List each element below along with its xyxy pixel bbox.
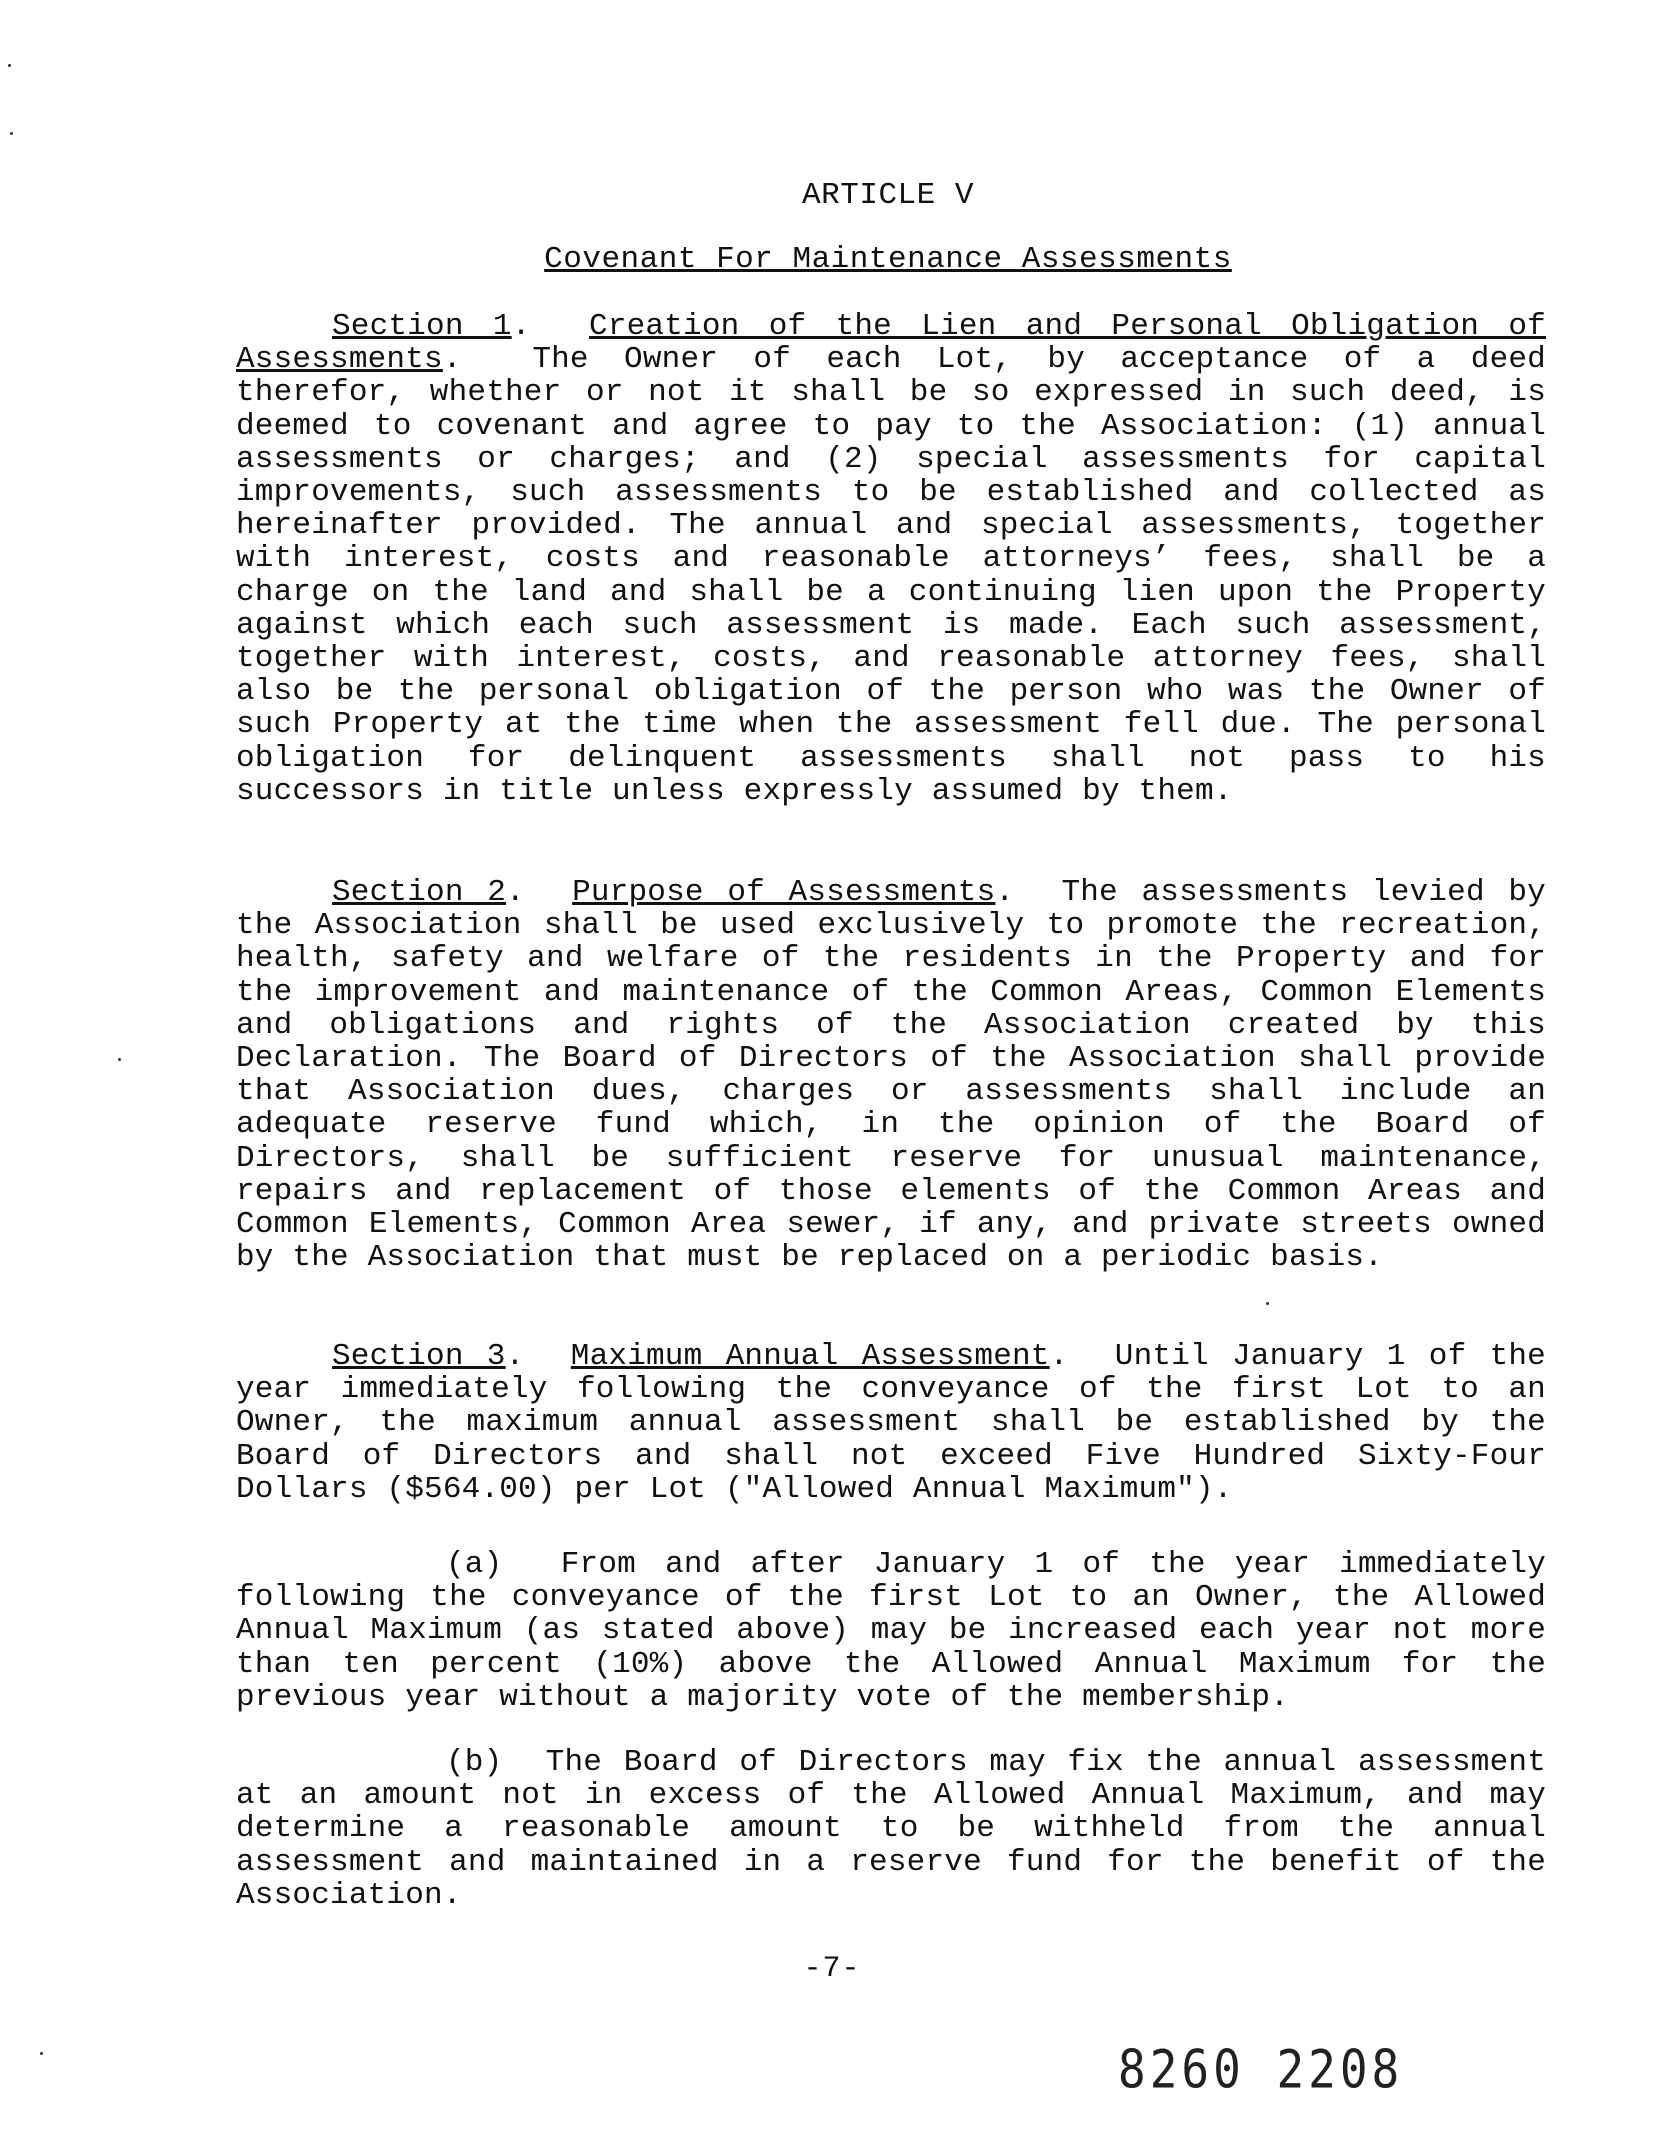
section-2-heading: Purpose of Assessments	[572, 875, 996, 910]
sub-b-body: The Board of Directors may fix the annual assessment at an amount not in excess of the Allowed Annual Maximum, and may determine a reasonable amount to be withheld from the annual assessment and maintained in a reserve fund for the benefit of the Association.	[236, 1745, 1546, 1913]
section-3-paragraph: Section 3. Maximum Annual Assessment. Until January 1 of the year immediately following the conveyance of the first Lot to an Owner, the maximum annual assessment shall be established by the Board of Directors and shall not exceed Five Hundred Sixty-Four Dollars ($564.00) per Lot ("Allowed Annual Maximum").	[236, 1339, 1546, 1507]
section-2-label: Section 2	[332, 875, 507, 910]
section-1-heading: Creation of the Lien and Personal Obligation of Assessments	[236, 309, 1546, 378]
scan-speck	[10, 132, 13, 135]
section-1-body: The Owner of each Lot, by acceptance of a deed therefor, whether or not it shall be so expressed in such deed, is deemed to covenant and agree to pay to the Association: (1) annual assessments or charges; and (2) special assessments for capital improvements, such assessments to be established and collected as hereinafter provided. The annual and special assessments, together with interest, costs and reasonable attorneys’ fees, shall be a charge on the land and shall be a continuing lien upon the Property against which each such assessment is made. Each such assessment, together with interest, costs, and reasonable attorney fees, shall also be the personal obligation of the person who was the Owner of such Property at the time when the assessment fell due. The personal obligation for delinquent assessments shall not pass to his successors in title unless expressly assumed by them.	[236, 342, 1546, 809]
section-2-paragraph: Section 2. Purpose of Assessments. The assessments levied by the Association shall be used exclusively to promote the recreation, health, safety and welfare of the residents in the Property and for the improvement and maintenance of the Common Areas, Common Elements and obligations and rights of the Association created by this Declaration. The Board of Directors of the Association shall provide that Association dues, charges or assessments shall include an adequate reserve fund which, in the opinion of the Board of Directors, shall be sufficient reserve for unusual maintenance, repairs and replacement of those elements of the Common Areas and Common Elements, Common Area sewer, if any, and private streets owned by the Association that must be replaced on a periodic basis.	[236, 875, 1546, 1276]
section-1-label: Section 1	[332, 309, 512, 344]
page-number: -7-	[803, 1952, 861, 1986]
section-3-heading: Maximum Annual Assessment	[570, 1339, 1050, 1374]
recording-stamp: 8260 2208	[1118, 2038, 1404, 2101]
section-1-paragraph: Section 1. Creation of the Lien and Personal Obligation of Assessments. The Owner of each Lot, by acceptance of a deed therefor, whether or not it shall be so expressed in such deed, is deemed to covenant and agree to pay to the Association: (1) annual assessments or charges; and (2) special assessments for capital improvements, such assessments to be established and collected as hereinafter provided. The annual and special assessments, together with interest, costs and reasonable attorneys’ fees, shall be a charge on the land and shall be a continuing lien upon the Property against which each such assessment is made. Each such assessment, together with interest, costs, and reasonable attorney fees, shall also be the personal obligation of the person who was the Owner of such Property at the time when the assessment fell due. The personal obligation for delinquent assessments shall not pass to his successors in title unless expressly assumed by them.	[236, 309, 1546, 809]
scan-speck	[40, 2052, 43, 2055]
scan-speck	[8, 64, 11, 67]
section-2-body: The assessments levied by the Association shall be used exclusively to promote the recreation, health, safety and welfare of the residents in the Property and for the improvement and maintenance of the Common Areas, Common Elements and obligations and rights of the Association created by this Declaration. The Board of Directors of the Association shall provide that Association dues, charges or assessments shall include an adequate reserve fund which, in the opinion of the Board of Directors, shall be sufficient reserve for unusual maintenance, repairs and replacement of those elements of the Common Areas and Common Elements, Common Area sewer, if any, and private streets owned by the Association that must be replaced on a periodic basis.	[236, 875, 1546, 1276]
section-3-subparagraph-a	[236, 1548, 1546, 1714]
section-3-body: Until January 1 of the year immediately following the conveyance of the first Lot to an Owner, the maximum annual assessment shall be established by the Board of Directors and shall not exceed Five Hundred Sixty-Four Dollars ($564.00) per Lot ("Allowed Annual Maximum").	[236, 1339, 1546, 1507]
article-title: ARTICLE V	[802, 178, 974, 213]
sub-a-body: From and after January 1 of the year immediately following the conveyance of the first Lot to an Owner, the Allowed Annual Maximum (as stated above) may be increased each year not more than ten percent (10%) above the Allowed Annual Maximum for the previous year without a majority vote of the membership.	[236, 1547, 1547, 1715]
article-subtitle: Covenant For Maintenance Assessments	[544, 242, 1232, 277]
sub-a-label: (a)	[446, 1547, 503, 1582]
sub-b-label: (b)	[446, 1745, 503, 1780]
section-3-subparagraph-b	[236, 1746, 1546, 1912]
scan-speck	[1266, 1302, 1269, 1305]
section-3-label: Section 3	[332, 1339, 506, 1374]
scan-speck	[118, 1058, 121, 1061]
